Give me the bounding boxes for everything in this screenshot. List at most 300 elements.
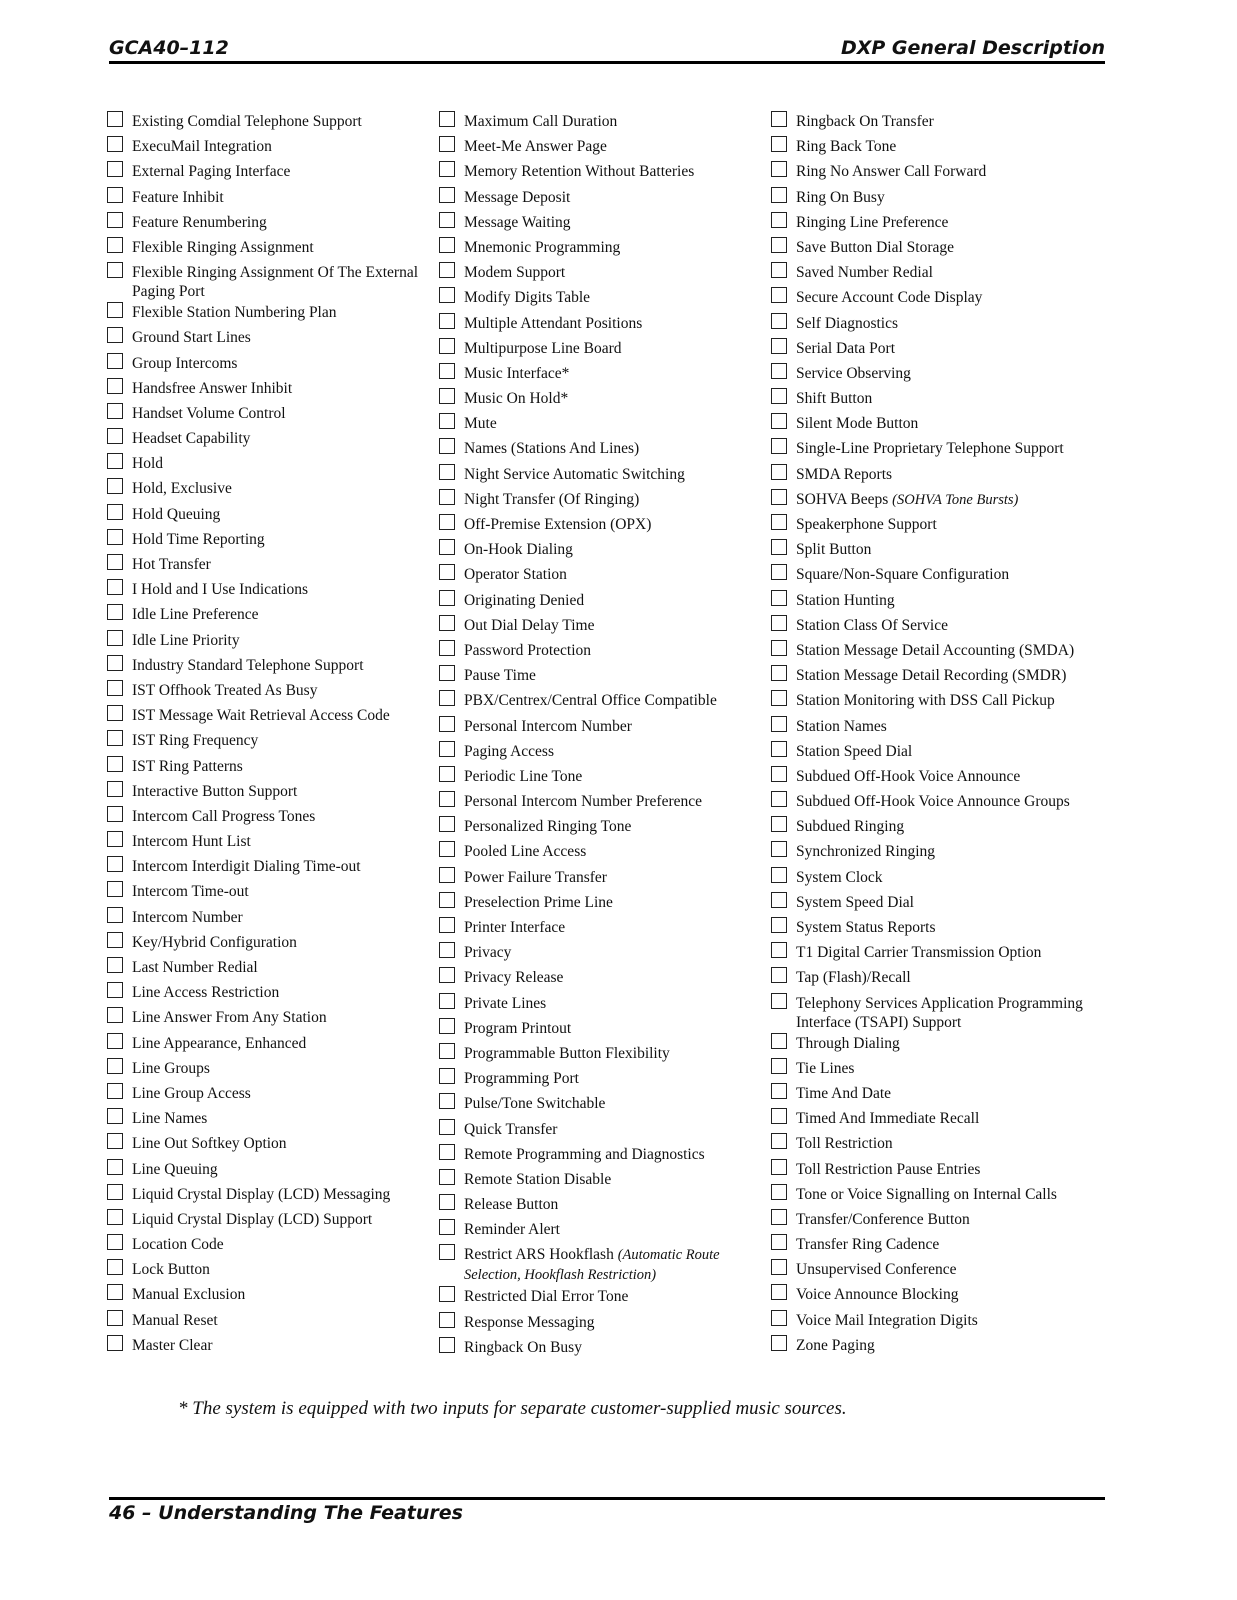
feature-checkbox[interactable] <box>439 111 455 127</box>
feature-checkbox[interactable] <box>771 1209 787 1225</box>
feature-checkbox[interactable] <box>439 464 455 480</box>
feature-checkbox[interactable] <box>771 690 787 706</box>
feature-checkbox[interactable] <box>107 1284 123 1300</box>
feature-checkbox[interactable] <box>439 1244 455 1260</box>
feature-checkbox[interactable] <box>107 655 123 671</box>
feature-item <box>771 563 1096 588</box>
feature-label <box>796 1158 1096 1179</box>
feature-name: Transfer/Conference Button <box>796 1210 970 1228</box>
feature-name: Reminder Alert <box>464 1221 560 1239</box>
feature-label <box>464 110 764 131</box>
feature-checkbox[interactable] <box>439 1169 455 1185</box>
feature-name: Ringback On Busy <box>464 1338 582 1356</box>
feature-label <box>464 437 764 458</box>
feature-label <box>796 186 1096 207</box>
feature-name: Last Number Redial <box>132 959 258 976</box>
feature-checkbox[interactable] <box>439 892 455 908</box>
feature-item <box>107 1208 432 1233</box>
feature-label <box>796 891 1096 912</box>
feature-label <box>796 1309 1096 1330</box>
feature-label <box>132 135 432 156</box>
feature-label <box>464 362 764 383</box>
feature-checkbox[interactable] <box>771 161 787 177</box>
feature-checkbox[interactable] <box>771 841 787 857</box>
feature-label <box>132 402 432 423</box>
feature-checkbox[interactable] <box>439 741 455 757</box>
feature-label <box>464 412 764 433</box>
feature-checkbox[interactable] <box>771 1058 787 1074</box>
feature-checkbox[interactable] <box>771 287 787 303</box>
feature-checkbox[interactable] <box>107 529 123 545</box>
feature-name: Single-Line Proprietary Telephone Support <box>796 440 1064 458</box>
feature-checkbox[interactable] <box>107 237 123 253</box>
feature-label <box>132 805 432 826</box>
feature-name: Ring Back Tone <box>796 138 897 156</box>
feature-checkbox[interactable] <box>107 428 123 444</box>
feature-checkbox[interactable] <box>107 982 123 998</box>
feature-item <box>439 1118 764 1143</box>
feature-label <box>464 941 764 962</box>
feature-checkbox[interactable] <box>771 867 787 883</box>
feature-label <box>132 553 432 574</box>
feature-checkbox[interactable] <box>107 1159 123 1175</box>
feature-item <box>439 765 764 790</box>
feature-checkbox[interactable] <box>771 1259 787 1275</box>
feature-name: Ground Start Lines <box>132 329 251 347</box>
feature-checkbox[interactable] <box>439 187 455 203</box>
feature-name: Hold Time Reporting <box>132 530 265 548</box>
feature-checkbox[interactable] <box>107 403 123 419</box>
feature-item <box>439 689 764 714</box>
feature-checkbox[interactable] <box>107 478 123 494</box>
feature-item <box>107 629 432 654</box>
feature-name: Meet-Me Answer Page <box>464 138 607 156</box>
feature-checkbox[interactable] <box>439 313 455 329</box>
feature-checkbox[interactable] <box>771 388 787 404</box>
feature-name: Ringback On Transfer <box>796 113 934 130</box>
feature-checkbox[interactable] <box>107 1184 123 1200</box>
feature-item <box>107 452 432 477</box>
feature-label <box>796 790 1096 811</box>
feature-checkbox[interactable] <box>107 1108 123 1124</box>
feature-checkbox[interactable] <box>107 1310 123 1326</box>
feature-item <box>439 941 764 966</box>
feature-name: Music Interface* <box>464 364 570 382</box>
feature-checkbox[interactable] <box>107 1007 123 1023</box>
feature-checkbox[interactable] <box>771 363 787 379</box>
feature-label <box>796 1082 1096 1103</box>
feature-label <box>132 956 432 977</box>
feature-item <box>771 1132 1096 1157</box>
feature-checkbox[interactable] <box>439 338 455 354</box>
feature-checkbox[interactable] <box>771 111 787 127</box>
feature-item <box>439 715 764 740</box>
feature-checkbox[interactable] <box>107 756 123 772</box>
feature-label <box>796 1258 1096 1279</box>
feature-name: IST Offhook Treated As Busy <box>132 681 318 699</box>
feature-name: Release Button <box>464 1196 559 1214</box>
feature-checkbox[interactable] <box>771 816 787 832</box>
feature-checkbox[interactable] <box>771 1284 787 1300</box>
feature-checkbox[interactable] <box>107 856 123 872</box>
feature-checkbox[interactable] <box>107 630 123 646</box>
feature-checkbox[interactable] <box>107 957 123 973</box>
feature-checkbox[interactable] <box>107 680 123 696</box>
feature-item <box>439 790 764 815</box>
feature-name: Maximum Call Duration <box>464 113 618 130</box>
feature-label <box>132 427 432 448</box>
feature-label <box>464 563 764 584</box>
feature-checkbox[interactable] <box>771 967 787 983</box>
feature-checkbox[interactable] <box>107 327 123 343</box>
feature-checkbox[interactable] <box>107 161 123 177</box>
feature-checkbox[interactable] <box>771 1033 787 1049</box>
feature-item <box>771 1258 1096 1283</box>
feature-label <box>464 1311 764 1332</box>
feature-label <box>796 488 1096 510</box>
feature-label <box>132 906 432 927</box>
feature-checkbox[interactable] <box>107 378 123 394</box>
feature-name: Tie Lines <box>796 1059 855 1077</box>
feature-name: Manual Exclusion <box>132 1286 246 1304</box>
feature-name: Multiple Attendant Positions <box>464 314 643 332</box>
feature-item <box>771 135 1096 160</box>
feature-item <box>771 715 1096 740</box>
feature-checkbox[interactable] <box>107 831 123 847</box>
feature-item <box>107 1183 432 1208</box>
feature-checkbox[interactable] <box>771 464 787 480</box>
feature-label <box>132 981 432 1002</box>
feature-name: Operator Station <box>464 566 567 584</box>
feature-checkbox[interactable] <box>771 313 787 329</box>
feature-checkbox[interactable] <box>771 665 787 681</box>
feature-label <box>464 1017 764 1038</box>
feature-checkbox[interactable] <box>107 353 123 369</box>
feature-item <box>771 387 1096 412</box>
feature-checkbox[interactable] <box>439 615 455 631</box>
feature-item <box>107 880 432 905</box>
feature-checkbox[interactable] <box>439 363 455 379</box>
feature-item <box>439 992 764 1017</box>
feature-checkbox[interactable] <box>771 514 787 530</box>
feature-label <box>132 830 432 851</box>
feature-label <box>132 1258 432 1279</box>
feature-checkbox[interactable] <box>107 932 123 948</box>
feature-checkbox[interactable] <box>771 791 787 807</box>
feature-checkbox[interactable] <box>107 212 123 228</box>
feature-checkbox[interactable] <box>439 690 455 706</box>
feature-checkbox[interactable] <box>771 993 787 1009</box>
feature-name: Secure Account Code Display <box>796 289 983 307</box>
feature-name: Multipurpose Line Board <box>464 339 622 357</box>
feature-name: Memory Retention Without Batteries <box>464 163 695 181</box>
feature-name: Tone or Voice Signalling on Internal Calls <box>796 1185 1057 1203</box>
feature-name: Line Queuing <box>132 1160 218 1178</box>
feature-checkbox[interactable] <box>771 1159 787 1175</box>
feature-item <box>771 1208 1096 1233</box>
feature-name: PBX/Centrex/Central Office Compatible <box>464 692 717 710</box>
feature-checkbox[interactable] <box>771 942 787 958</box>
page-header <box>109 37 1105 63</box>
feature-checkbox[interactable] <box>107 1335 123 1351</box>
feature-name: External Paging Interface <box>132 163 291 181</box>
feature-checkbox[interactable] <box>771 438 787 454</box>
feature-label <box>132 1158 432 1179</box>
feature-label <box>796 689 1096 710</box>
feature-label <box>132 352 432 373</box>
feature-checkbox[interactable] <box>771 539 787 555</box>
feature-label <box>464 538 764 559</box>
feature-item <box>439 1168 764 1193</box>
feature-label <box>796 1208 1096 1229</box>
feature-name: Personal Intercom Number Preference <box>464 793 702 811</box>
feature-name: System Clock <box>796 868 883 886</box>
feature-name: IST Message Wait Retrieval Access Code <box>132 707 390 725</box>
feature-name: Self Diagnostics <box>796 314 899 332</box>
feature-name: Line Names <box>132 1110 208 1128</box>
feature-label <box>464 488 764 509</box>
feature-item <box>771 1032 1096 1057</box>
feature-name: Subdued Off-Hook Voice Announce <box>796 767 1021 785</box>
feature-label <box>796 840 1096 861</box>
feature-checkbox[interactable] <box>439 665 455 681</box>
feature-checkbox[interactable] <box>771 212 787 228</box>
feature-name: Split Button <box>796 541 872 559</box>
feature-checkbox[interactable] <box>439 917 455 933</box>
feature-item <box>107 1057 432 1082</box>
feature-checkbox[interactable] <box>107 881 123 897</box>
feature-item <box>107 503 432 528</box>
feature-checkbox[interactable] <box>107 730 123 746</box>
feature-label <box>464 715 764 736</box>
feature-name: Transfer Ring Cadence <box>796 1236 940 1254</box>
feature-checkbox[interactable] <box>107 262 123 278</box>
footnote: * The system is equipped with two inputs for separate customer-supplied music sources. <box>178 1398 847 1419</box>
feature-name: Preselection Prime Line <box>464 893 613 911</box>
feature-name: Restrict ARS Hookflash <box>464 1246 614 1264</box>
feature-checkbox[interactable] <box>439 816 455 832</box>
feature-checkbox[interactable] <box>107 806 123 822</box>
feature-checkbox[interactable] <box>107 504 123 520</box>
feature-label <box>132 704 432 725</box>
feature-checkbox[interactable] <box>439 539 455 555</box>
feature-checkbox[interactable] <box>771 1108 787 1124</box>
feature-checkbox[interactable] <box>439 766 455 782</box>
feature-checkbox[interactable] <box>771 136 787 152</box>
feature-checkbox[interactable] <box>107 187 123 203</box>
feature-checkbox[interactable] <box>439 161 455 177</box>
feature-label <box>464 664 764 685</box>
feature-checkbox[interactable] <box>107 1058 123 1074</box>
feature-checkbox[interactable] <box>771 237 787 253</box>
feature-checkbox[interactable] <box>107 604 123 620</box>
feature-checkbox[interactable] <box>439 867 455 883</box>
feature-label <box>796 1283 1096 1304</box>
feature-checkbox[interactable] <box>439 413 455 429</box>
feature-checkbox[interactable] <box>439 942 455 958</box>
feature-checkbox[interactable] <box>771 413 787 429</box>
feature-label <box>132 211 432 232</box>
feature-checkbox[interactable] <box>107 1033 123 1049</box>
feature-label <box>464 815 764 836</box>
feature-checkbox[interactable] <box>439 1337 455 1353</box>
feature-checkbox[interactable] <box>439 564 455 580</box>
feature-item <box>439 966 764 991</box>
feature-checkbox[interactable] <box>439 1119 455 1135</box>
feature-checkbox[interactable] <box>107 907 123 923</box>
feature-checkbox[interactable] <box>771 1335 787 1351</box>
feature-name: Mute <box>464 415 497 433</box>
feature-checkbox[interactable] <box>439 1286 455 1302</box>
feature-name: Serial Data Port <box>796 339 896 357</box>
feature-checkbox[interactable] <box>439 967 455 983</box>
feature-checkbox[interactable] <box>771 1083 787 1099</box>
feature-name: System Status Reports <box>796 919 936 936</box>
feature-label <box>464 236 764 257</box>
feature-item <box>107 1283 432 1308</box>
feature-checkbox[interactable] <box>439 1312 455 1328</box>
feature-item <box>439 160 764 185</box>
feature-label <box>132 729 432 750</box>
feature-item <box>107 1006 432 1031</box>
feature-item <box>107 186 432 211</box>
feature-checkbox[interactable] <box>107 1133 123 1149</box>
feature-item <box>107 805 432 830</box>
feature-checkbox[interactable] <box>771 615 787 631</box>
feature-note: (SOHVA Tone Bursts) <box>892 491 1019 508</box>
feature-checkbox[interactable] <box>771 262 787 278</box>
feature-column-2 <box>439 110 764 1361</box>
feature-checkbox[interactable] <box>771 892 787 908</box>
feature-label <box>796 992 1096 1032</box>
feature-checkbox[interactable] <box>771 338 787 354</box>
feature-checkbox[interactable] <box>771 1234 787 1250</box>
feature-name: Hot Transfer <box>132 556 211 573</box>
feature-name: Manual Reset <box>132 1311 218 1329</box>
feature-name: Intercom Call Progress Tones <box>132 807 316 825</box>
feature-name: Hold, Exclusive <box>132 480 232 498</box>
feature-checkbox[interactable] <box>107 1083 123 1099</box>
feature-checkbox[interactable] <box>439 237 455 253</box>
feature-name: Night Transfer (Of Ringing) <box>464 490 640 508</box>
feature-item <box>439 1143 764 1168</box>
feature-checkbox[interactable] <box>439 489 455 505</box>
feature-name: Private Lines <box>464 994 547 1012</box>
feature-checkbox[interactable] <box>771 187 787 203</box>
feature-checkbox[interactable] <box>107 1209 123 1225</box>
feature-checkbox[interactable] <box>771 1310 787 1326</box>
feature-checkbox[interactable] <box>771 489 787 505</box>
feature-checkbox[interactable] <box>771 741 787 757</box>
feature-label <box>464 135 764 156</box>
feature-item <box>107 1107 432 1132</box>
feature-item <box>771 639 1096 664</box>
feature-checkbox[interactable] <box>107 1259 123 1275</box>
feature-name: Time And Date <box>796 1084 892 1102</box>
feature-label <box>132 1032 432 1053</box>
feature-checkbox[interactable] <box>107 781 123 797</box>
feature-checkbox[interactable] <box>771 766 787 782</box>
feature-checkbox[interactable] <box>107 1234 123 1250</box>
feature-checkbox[interactable] <box>439 1018 455 1034</box>
feature-checkbox[interactable] <box>771 1184 787 1200</box>
feature-checkbox[interactable] <box>439 1194 455 1210</box>
feature-checkbox[interactable] <box>439 438 455 454</box>
feature-checkbox[interactable] <box>439 841 455 857</box>
feature-checkbox[interactable] <box>771 590 787 606</box>
feature-checkbox[interactable] <box>439 1093 455 1109</box>
feature-checkbox[interactable] <box>771 564 787 580</box>
feature-label <box>796 866 1096 887</box>
feature-label <box>796 463 1096 484</box>
feature-checkbox[interactable] <box>439 1068 455 1084</box>
feature-checkbox[interactable] <box>439 212 455 228</box>
feature-checkbox[interactable] <box>439 262 455 278</box>
feature-checkbox[interactable] <box>439 1144 455 1160</box>
feature-checkbox[interactable] <box>771 716 787 732</box>
feature-checkbox[interactable] <box>439 1219 455 1235</box>
feature-name: Station Monitoring with DSS Call Pickup <box>796 692 1055 710</box>
feature-checkbox[interactable] <box>107 453 123 469</box>
feature-name: Station Names <box>796 717 887 735</box>
feature-name: Response Messaging <box>464 1313 595 1331</box>
feature-label <box>132 931 432 952</box>
feature-item <box>439 261 764 286</box>
feature-item <box>107 402 432 427</box>
feature-name: Modify Digits Table <box>464 289 591 307</box>
feature-checkbox[interactable] <box>439 993 455 1009</box>
feature-item <box>771 362 1096 387</box>
feature-checkbox[interactable] <box>439 640 455 656</box>
feature-label <box>464 1067 764 1088</box>
feature-checkbox[interactable] <box>439 287 455 303</box>
feature-name: Message Waiting <box>464 213 571 231</box>
feature-item <box>771 1283 1096 1308</box>
feature-checkbox[interactable] <box>107 554 123 570</box>
feature-label <box>132 1057 432 1078</box>
feature-name: Flexible Station Numbering Plan <box>132 304 337 322</box>
feature-checkbox[interactable] <box>439 716 455 732</box>
feature-checkbox[interactable] <box>107 136 123 152</box>
feature-item <box>439 463 764 488</box>
feature-checkbox[interactable] <box>439 1043 455 1059</box>
feature-item <box>771 236 1096 261</box>
feature-checkbox[interactable] <box>771 1133 787 1149</box>
feature-label <box>132 1283 432 1304</box>
feature-checkbox[interactable] <box>771 640 787 656</box>
feature-checkbox[interactable] <box>107 705 123 721</box>
feature-checkbox[interactable] <box>107 302 123 318</box>
feature-name: Line Groups <box>132 1059 210 1077</box>
feature-checkbox[interactable] <box>439 514 455 530</box>
feature-label <box>132 1208 432 1229</box>
feature-checkbox[interactable] <box>771 917 787 933</box>
feature-label <box>132 261 432 301</box>
feature-name: Ringing Line Preference <box>796 213 949 231</box>
feature-name: Line Appearance, Enhanced <box>132 1034 307 1052</box>
feature-name: Pause Time <box>464 667 536 685</box>
feature-checkbox[interactable] <box>107 579 123 595</box>
feature-item <box>771 664 1096 689</box>
feature-checkbox[interactable] <box>439 388 455 404</box>
feature-checkbox[interactable] <box>439 791 455 807</box>
feature-checkbox[interactable] <box>107 111 123 127</box>
feature-label <box>464 186 764 207</box>
feature-checkbox[interactable] <box>439 136 455 152</box>
feature-name: Voice Mail Integration Digits <box>796 1311 978 1329</box>
feature-name: Remote Station Disable <box>464 1170 612 1188</box>
feature-checkbox[interactable] <box>439 590 455 606</box>
